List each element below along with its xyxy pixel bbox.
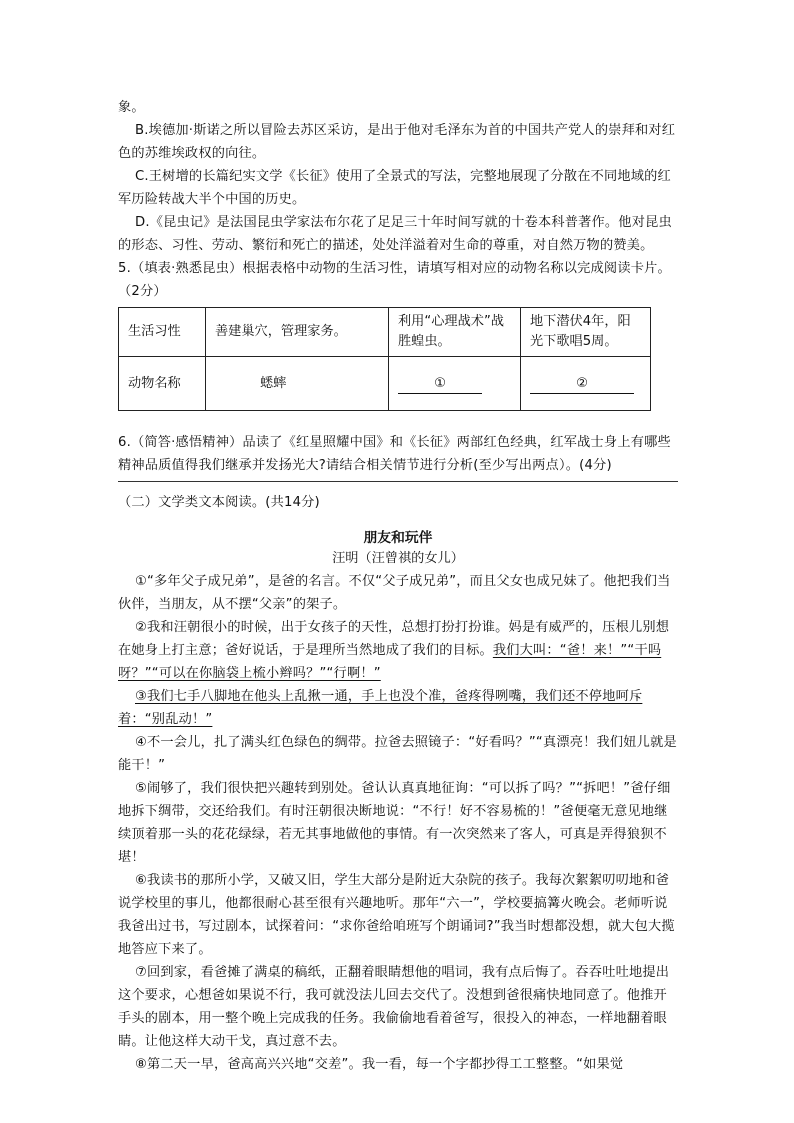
answer-blank-1[interactable]: ① <box>398 375 482 394</box>
answer-blank-2[interactable]: ② <box>530 375 634 394</box>
table-cell <box>521 357 651 411</box>
document-page <box>118 96 678 1076</box>
table-row <box>119 357 651 411</box>
table-row <box>119 308 651 357</box>
animal-habits-table <box>118 307 651 411</box>
paragraph-5: ⑤闹够了，我们很快把兴趣转到别处。爸认认真真地征询：“可以拆了吗？”“拆吧！”爸仔细地拆下绸带，交还给我们。有时汪朝很决断地说：“不行！好不容易梳的！”爸便毫无意见地继续顶着那一头的花花绿绿，若无其事地做他的事情。有一次突然来了客人，可真是弄得狼狈不堪！ <box>118 781 671 865</box>
table-cell <box>389 357 521 411</box>
paragraph-1: ①“多年父子成兄弟”，是爸的名言。不仅“父子成兄弟”，而且父女也成兄妹了。他把我们当伙伴，当朋友，从不摆“父亲”的架子。 <box>118 574 671 612</box>
question-6: 6.（简答·感悟精神）品读了《红星照耀中国》和《长征》两部红色经典，红军战士身上有哪些精神品质值得我们继承并发扬光大?请结合相关情节进行分析(至少写出两点）。(4分) <box>118 435 671 473</box>
paragraph-7: ⑦回到家，看爸摊了满桌的稿纸，正翻着眼睛想他的唱词，我有点后悔了。吞吞吐吐地提出这个要求，心想爸如果说不行，我可就没法儿回去交代了。没想到爸很痛快地同意了。他推开手头的剧本，用一整个晚上完成我的任务。我偷偷地看着爸写，很投入的神态，一样地翻着眼睛。让他这样大动干戈，真过意不去。 <box>118 965 670 1049</box>
paragraph-2 <box>118 616 678 685</box>
paragraph-6: ⑥我读书的那所小学，又破又旧，学生大部分是附近大杂院的孩子。我每次絮絮叨叨地和爸说学校里的事儿，他都很耐心甚至很有兴趣地听。那年“六一”，学校要搞篝火晚会。老师听说我爸出过书，写过剧本，试探着问：“求你爸给咱班写个朗诵词?”我当时想都没想，就大包大揽地答应下来了。 <box>118 873 675 957</box>
paragraph-2-underlined: 我们大叫：“爸！来！”“干吗呀？”“可以在你脑袋上梳小辫吗？”“行啊！” <box>118 643 662 681</box>
article-author: 汪明（汪曾祺的女儿） <box>332 551 464 566</box>
paragraph-2-text: ②我和汪朝很小的时候，出于女孩子的天性，总想打扮打扮谁。妈是有威严的，压根儿别想在她身上打主意；爸好说话，于是理所当然地成了我们的目标。 <box>118 620 670 658</box>
article-title: 朋友和玩伴 <box>363 530 433 546</box>
divider <box>118 481 678 482</box>
table-cell: 蟋蟀 <box>206 357 389 411</box>
table-cell: 地下潜伏4年，阳光下歌唱5周。 <box>521 308 651 357</box>
table-cell: 利用“心理战术”战胜蝗虫。 <box>389 308 521 357</box>
paragraph-3: ③我们七手八脚地在他头上乱揪一通，手上也没个准，爸疼得咧嘴，我们还不停地呵斥着：“别乱动！” <box>118 689 643 727</box>
q4-option-c: C.王树增的长篇纪实文学《长征》使用了全景式的写法，完整地展现了分散在不同地域的红军历险转战大半个中国的历史。 <box>118 169 671 207</box>
paragraph-8: ⑧第二天一早，爸高高兴兴地“交差”。我一看，每一个字都抄得工工整整。“如果觉 <box>135 1057 624 1072</box>
table-cell-habit-header: 生活习性 <box>119 308 206 357</box>
q4-tail: 象。 <box>118 100 145 115</box>
q4-option-b: B.埃德加·斯诺之所以冒险去苏区采访，是出于他对毛泽东为首的中国共产党人的崇拜和对红色的苏维埃政权的向往。 <box>118 123 676 161</box>
table-cell: 善建巢穴，管理家务。 <box>206 308 389 357</box>
q4-option-d: D.《昆虫记》是法国昆虫学家法布尔花了足足三十年时间写就的十卷本科普著作。他对昆虫的形态、习性、劳动、繁衍和死亡的描述，处处洋溢着对生命的尊重，对自然万物的赞美。 <box>118 215 672 253</box>
table-cell-name-header: 动物名称 <box>119 357 206 411</box>
paragraph-4: ④不一会儿，扎了满头红色绿色的绸带。拉爸去照镜子：“好看吗？”“真漂亮！我们妞儿就是能干！” <box>118 735 677 773</box>
section-heading: （二）文学类文本阅读。(共14分) <box>118 495 320 510</box>
question-5: 5.（填表·熟悉昆虫）根据表格中动物的生活习性，请填写相对应的动物名称以完成阅读卡片。（2分） <box>118 261 671 299</box>
